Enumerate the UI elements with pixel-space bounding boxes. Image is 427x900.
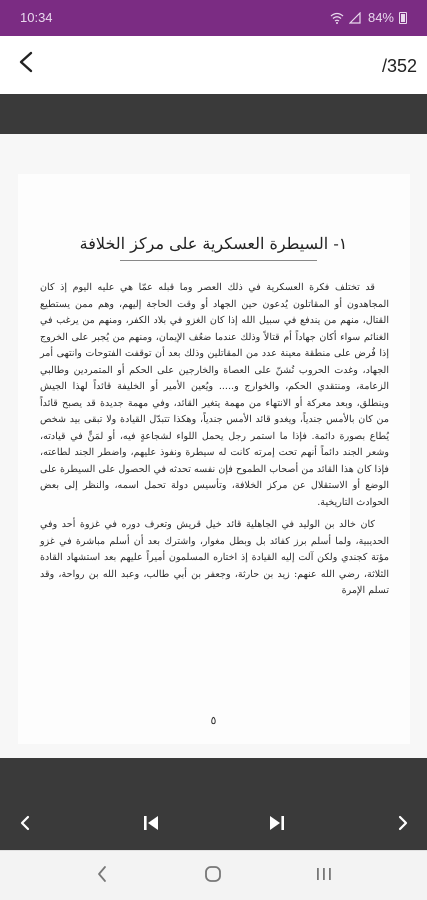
chapter-title: ١- السيطرة العسكرية على مركز الخلافة (79, 234, 348, 253)
nav-home-button[interactable] (199, 863, 227, 889)
system-nav-bar (0, 850, 427, 900)
paragraph: كان خالد بن الوليد في الجاهلية قائد خيل قريش وتعرف دوره في غزوة أحد وفي الحديبية، ولما أسلم برز كفائد بل وبطل مغوار، واشترك بعد أن أسلم مباشرة في غزو مؤتة كجندي ولكن آلت إليه القيادة إذ اختاره المسلمون أميراً عليهم بعد استشهاد القادة الثلاثة، رضي الله عنهم: زيد بن حارثة، وجعفر بن أبي طالب، وعبد الله بن رواحة، وقد تسلم الإمرة (40, 519, 389, 596)
title-underline (120, 260, 317, 261)
nav-recents-button[interactable] (310, 863, 338, 889)
skip-previous-icon (142, 814, 160, 836)
back-button[interactable] (10, 48, 42, 80)
nav-recents-icon (315, 866, 333, 886)
battery-icon (399, 12, 407, 24)
battery-percent: 84% (367, 10, 394, 25)
paragraph: قد تختلف فكرة العسكرية في ذلك العصر وما قبله عمّا هي عليه اليوم إذ كان المجاهدون أو المقاتلون يُدعون حين الجهاد أو وقت الحاجة إليهم، وهم ممن يستطيع القتال، منهم من يندفع في سبيل الله إذا كان الغزو في بلاد الكفر، ومنهم من يرغب في الغنائم سواء أكان جهاداً أم قتالاً وذلك عندما ضعُف الإيمان، ومنهم من يُجبر على الخروج إذا فُرض على منطقة معينة عدد من المقاتلين وذلك بعد أن توقفت الفتوحات وانتهى أمر الجهاد، وغدت الحروب تُشنّ على العصاة والخارجين على الحكم أو المتمردين وطالبي الزعامة، ومنتقدي الحكم، والخوارج و..... ويُعين الأمير أو الخليفة قائداً لهذا الجيش وينطلق، وبعد معركة أو الانتهاء من مهمة يتغير القائد، وفي مهمة جديدة قد يصبح قائداً من كان بالأمس جندياً، ويغدو قائد الأمس جندياً، وهكذا تتبدّل القيادة ولا تبقى بيد شخص يُطاع بصورة دائمة. فإذا ما استمر رجل يحمل اللواء لشجاعةٍ فيه، أو لمَنٍّ في قيادته، وشعر الجند دائماً أنهم تحت إمرته كانت له سيطرة ونفوذ عليهم، واضطر الجند لطاعته، فإذا كان هذا القائد من أصحاب الطموح فإن نفسه تحدثه في الحصول على السيطرة على الوضع أو الاستقلال عن مركز الخلافة، وتأسيس دولة تحمل اسمه، والنظر إلى بعض الحوادث التاريخية. (40, 282, 389, 508)
first-page-button[interactable] (136, 810, 166, 840)
nav-home-icon (204, 865, 222, 887)
prev-page-button[interactable] (10, 810, 40, 840)
status-bar (0, 0, 427, 36)
status-icons (330, 10, 407, 25)
chevron-left-icon (18, 51, 34, 77)
page-controls-bar (0, 758, 427, 850)
chevron-right-icon (397, 815, 409, 835)
app-bar (0, 36, 427, 94)
page-count: /352 (381, 56, 417, 76)
page-number: ٥ (210, 714, 217, 727)
skip-next-icon (268, 814, 286, 836)
next-page-button[interactable] (388, 810, 418, 840)
status-time: 10:34 (20, 10, 53, 25)
last-page-button[interactable] (262, 810, 292, 840)
wifi-icon (330, 12, 344, 24)
page-body-text (40, 280, 389, 606)
reader-page-area[interactable] (0, 134, 427, 758)
nav-back-icon (96, 865, 108, 887)
chevron-left-icon (19, 815, 31, 835)
nav-back-button[interactable] (88, 863, 116, 889)
toolbar-strip (0, 94, 427, 134)
signal-icon (349, 12, 363, 24)
